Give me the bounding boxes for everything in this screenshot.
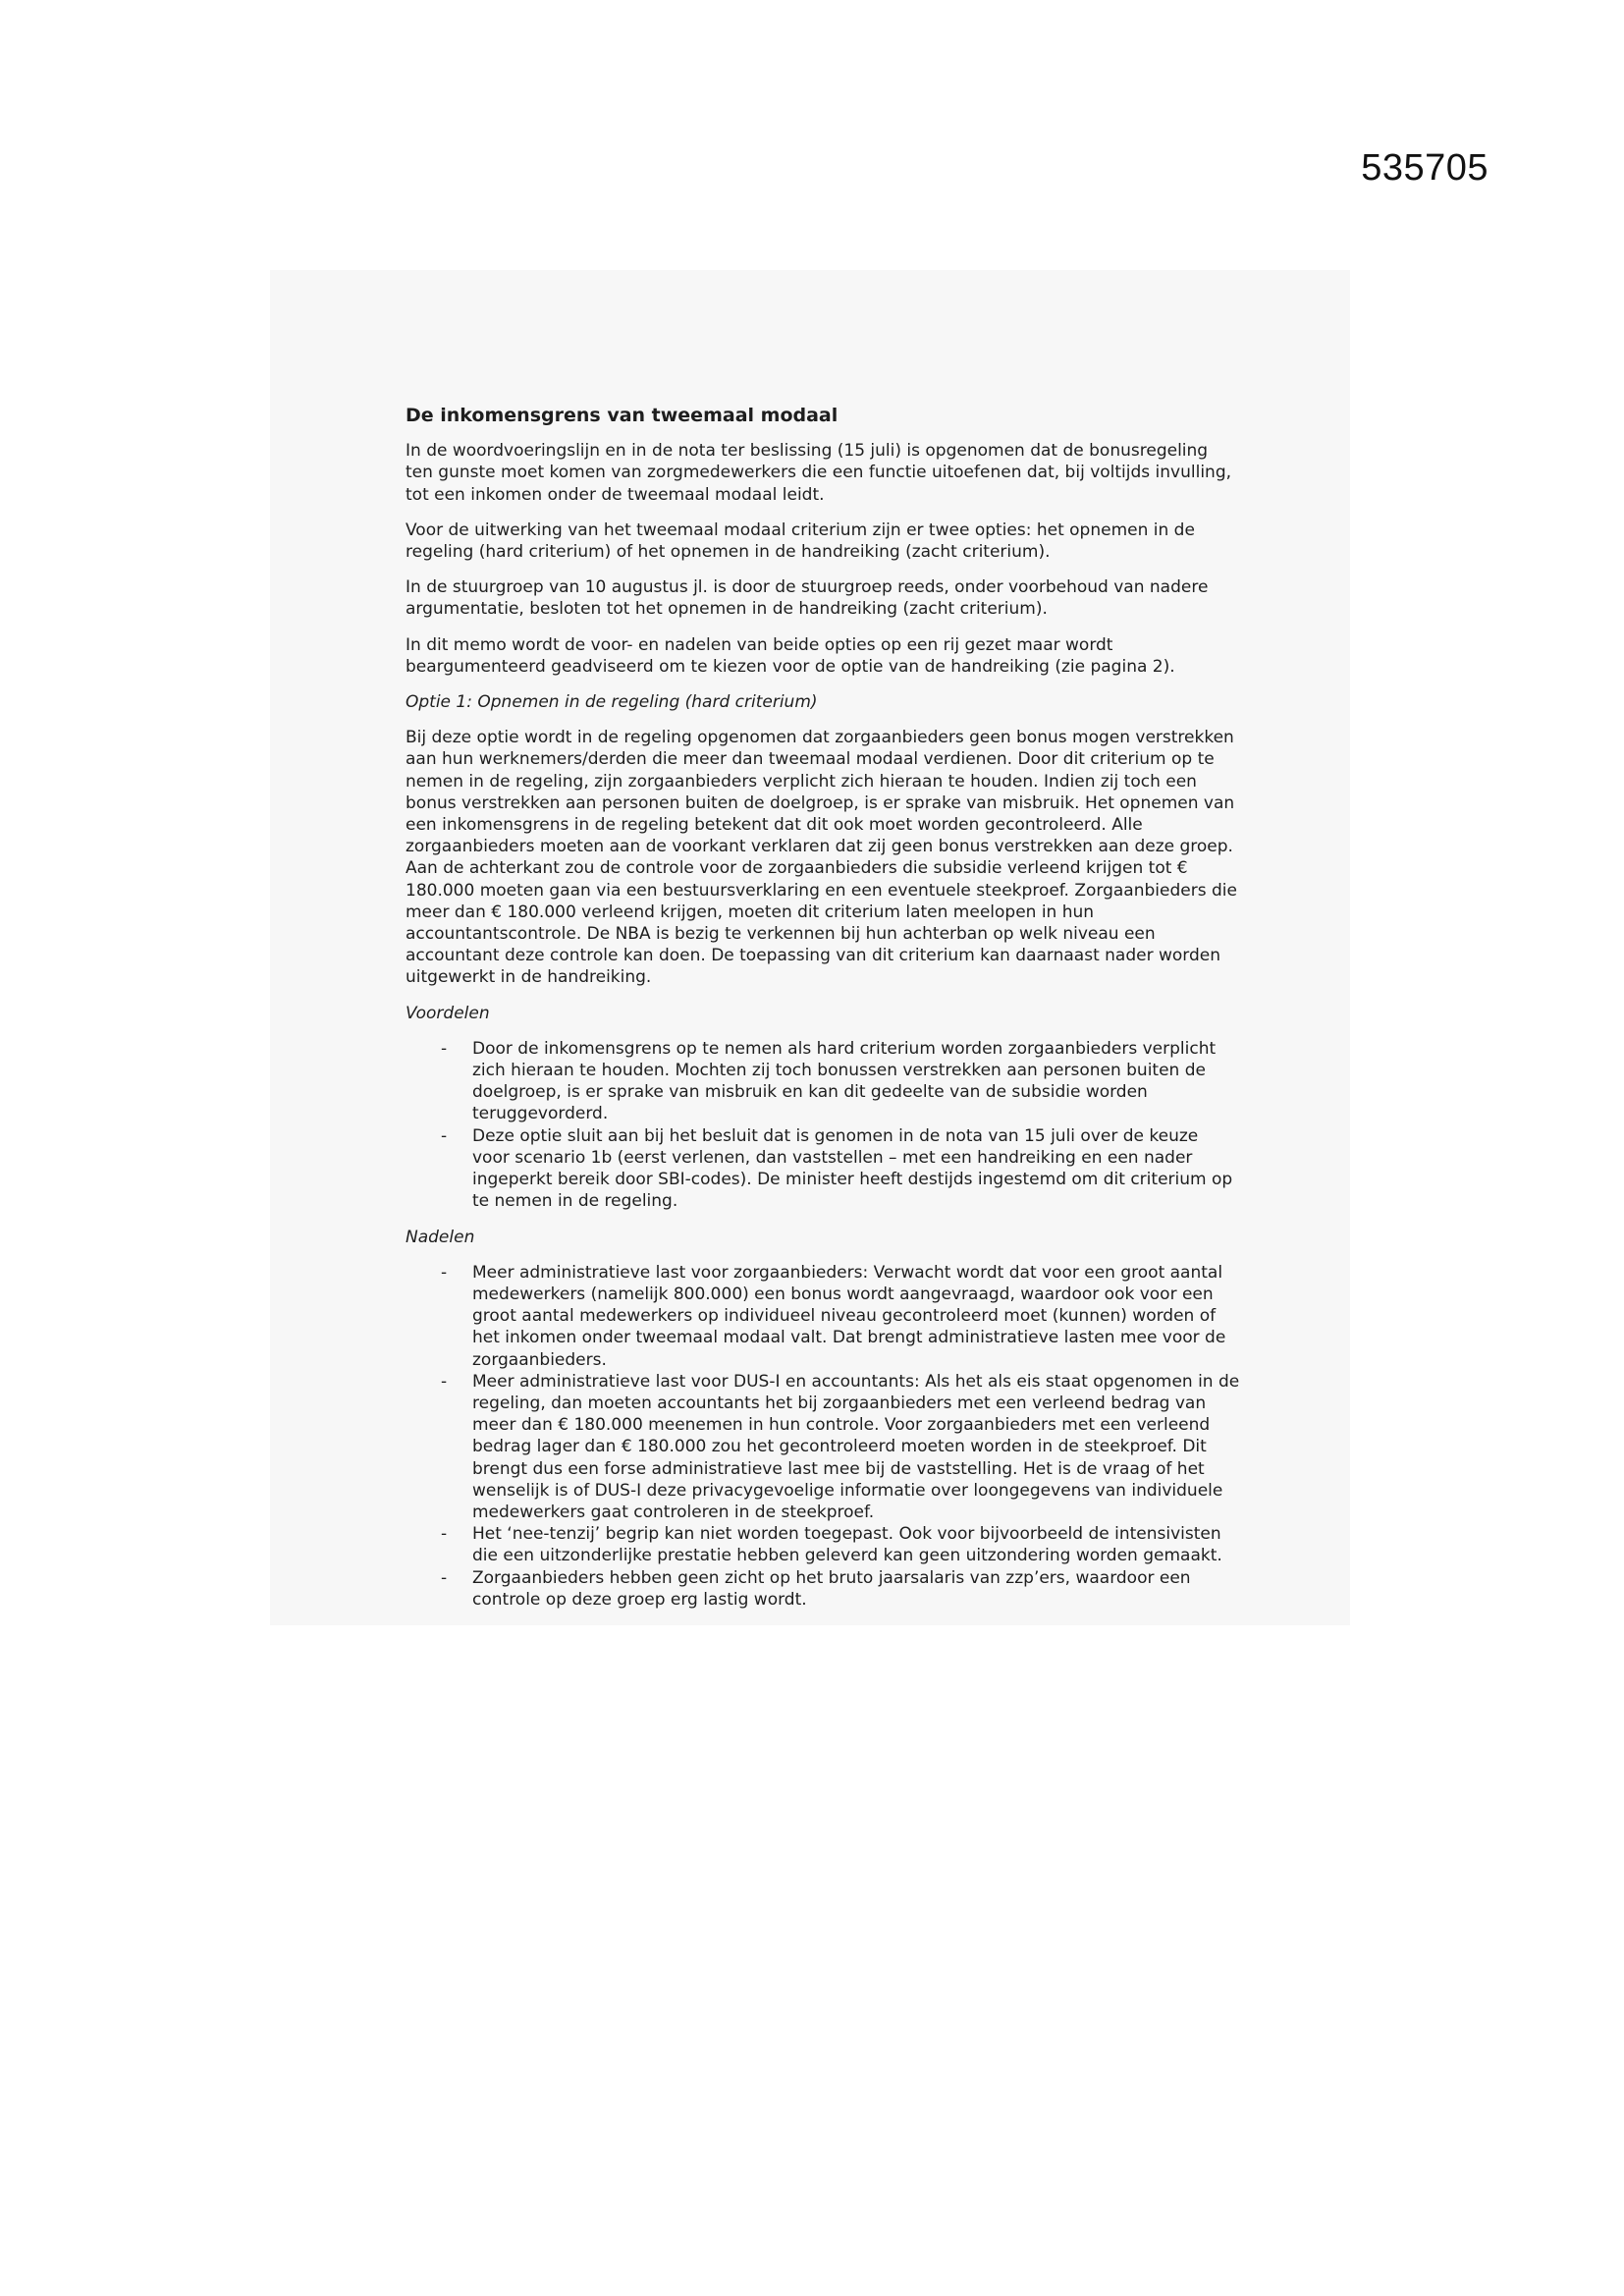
list-item-text: Meer administratieve last voor zorgaanbieders: Verwacht wordt dat voor een groot aantal medewerkers (namelijk 800.000) een bonus wordt aangevraagd, waardoor ook voor een groot aantal medewerkers op individueel niveau gecontroleerd moet (kunnen) worden of het inkomen onder tweemaal modaal valt. Dat brengt administratieve lasten mee voor de zorgaanbieders. xyxy=(472,1262,1226,1370)
paragraph-options: Voor de uitwerking van het tweemaal modaal criterium zijn er twee opties: het opnemen in de regeling (hard criterium) of het opnemen in de handreiking (zacht criterium). xyxy=(406,519,1195,563)
list-item-text: Het ‘nee-tenzij’ begrip kan niet worden toegepast. Ook voor bijvoorbeeld de intensivisten die een uitzonderlijke prestatie hebben geleverd kan geen uitzondering worden gemaakt. xyxy=(472,1524,1222,1566)
voordelen-heading: Voordelen xyxy=(406,1003,490,1023)
list-item xyxy=(406,1567,1240,1611)
dash-bullet: - xyxy=(441,1567,448,1588)
list-item xyxy=(406,1038,1240,1125)
document-number: 535705 xyxy=(1361,147,1489,189)
voordelen-list xyxy=(406,1038,1240,1213)
list-item xyxy=(406,1371,1240,1523)
list-item-text: Door de inkomensgrens op te nemen als hard criterium worden zorgaanbieders verplicht zich hieraan te houden. Mochten zij toch bonussen verstrekken aan personen buiten de doelgroep, is er sprake van misbruik en kan dit gedeelte van de subsidie worden teruggevorderd. xyxy=(472,1038,1217,1124)
dash-bullet: - xyxy=(441,1524,448,1545)
list-item-text: Meer administratieve last voor DUS-I en accountants: Als het als eis staat opgenomen in de regeling, dan moeten accountants het bij zorgaanbieders met een verleend bedrag van meer dan € 180.000 meenemen in hun controle. Voor zorgaanbieders met een verleend bedrag lager dan € 180.000 zou het gecontroleerd moeten worden in de steekproef. Dit brengt dus een forse administratieve last mee bij de vaststelling. Het is de vraag of het wenselijk is of DUS-I deze privacygevoelige informatie over loongegevens van individuele medewerkers gaat controleren in de steekproef. xyxy=(472,1371,1240,1522)
option1-heading: Optie 1: Opnemen in de regeling (hard criterium) xyxy=(406,692,818,713)
dash-bullet: - xyxy=(441,1262,448,1283)
dash-bullet: - xyxy=(441,1125,448,1146)
dash-bullet: - xyxy=(441,1371,448,1392)
list-item xyxy=(406,1262,1240,1371)
list-item-text: Deze optie sluit aan bij het besluit dat is genomen in de nota van 15 juli over de keuze voor scenario 1b (eerst verlenen, dan vaststellen – met een handreiking en een nader ingeperkt bereik door SBI-codes). De minister heeft destijds ingestemd om dit criterium op te nemen in de regeling. xyxy=(472,1125,1233,1212)
nadelen-list xyxy=(406,1262,1240,1611)
list-item xyxy=(406,1125,1240,1213)
option1-body: Bij deze optie wordt in de regeling opgenomen dat zorgaanbieders geen bonus mogen verstrekken aan hun werknemers/derden die meer dan tweemaal modaal verdienen. Door dit criterium op te nemen in de regeling, zijn zorgaanbieders verplicht zich hieraan te houden. Indien zij toch een bonus verstrekken aan personen buiten de doelgroep, is er sprake van misbruik. Het opnemen van een inkomensgrens in de regeling betekent dat dit ook moet worden gecontroleerd. Alle zorgaanbieders moeten aan de voorkant verklaren dat zij geen bonus verstrekken aan deze groep. Aan de achterkant zou de controle voor de zorgaanbieders die subsidie verleend krijgen tot € 180.000 moeten gaan via een bestuursverklaring en een eventuele steekproef. Zorgaanbieders die meer dan € 180.000 verleend krijgen, moeten dit criterium laten meelopen in hun accountantscontrole. De NBA is bezig te verkennen bij hun achterban op welk niveau een accountant deze controle kan doen. De toepassing van dit criterium kan daarnaast nader worden uitgewerkt in de handreiking. xyxy=(406,728,1237,988)
memo-title: De inkomensgrens van tweemaal modaal xyxy=(406,405,839,426)
list-item-text: Zorgaanbieders hebben geen zicht op het bruto jaarsalaris van zzp’ers, waardoor een controle op deze groep erg lastig wordt. xyxy=(472,1567,1191,1610)
memo-content xyxy=(406,405,1240,1624)
dash-bullet: - xyxy=(441,1038,448,1059)
paragraph-memo: In dit memo wordt de voor- en nadelen van beide opties op een rij gezet maar wordt beargumenteerd geadviseerd om te kiezen voor de optie van de handreiking (zie pagina 2). xyxy=(406,634,1175,677)
paragraph-intro: In de woordvoeringslijn en in de nota ter beslissing (15 juli) is opgenomen dat de bonusregeling ten gunste moet komen van zorgmedewerkers die een functie uitoefenen dat, bij voltijds invulling, tot een inkomen onder de tweemaal modaal leidt. xyxy=(406,441,1232,505)
list-item xyxy=(406,1523,1240,1566)
nadelen-heading: Nadelen xyxy=(406,1227,475,1247)
paragraph-stuurgroep: In de stuurgroep van 10 augustus jl. is door de stuurgroep reeds, onder voorbehoud van nadere argumentatie, besloten tot het opnemen in de handreiking (zacht criterium). xyxy=(406,577,1209,620)
